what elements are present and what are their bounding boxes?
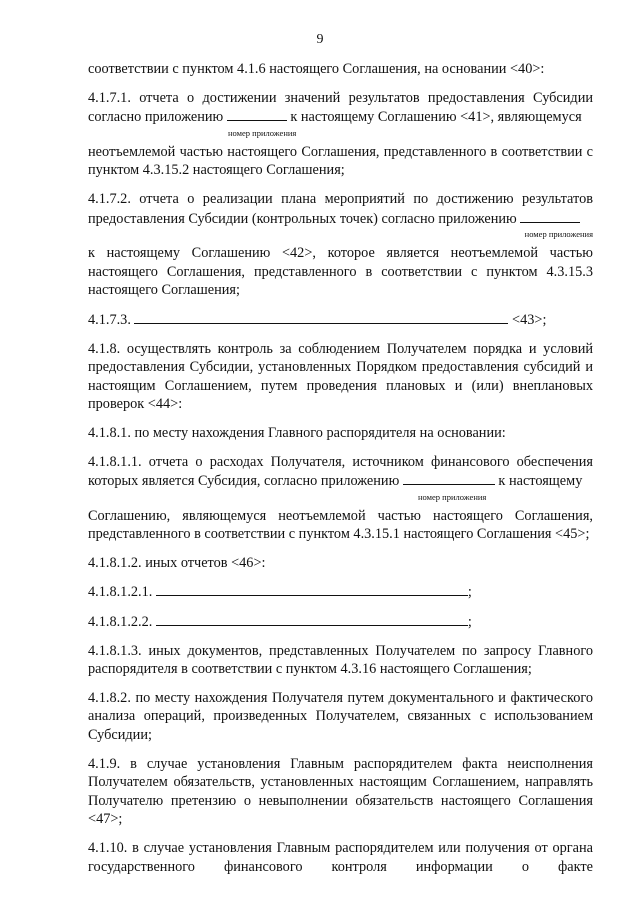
blank-field[interactable] — [227, 107, 287, 121]
field-caption: номер приложения — [418, 491, 487, 502]
paragraph-text: к настоящему — [498, 473, 583, 490]
paragraph-text: Соглашению, являющемуся неотъемлемой частью настоящего Соглашения, представленного в соответствии с пунктом 4.3.15.1 настоящего Соглашения <45>; — [88, 507, 593, 543]
paragraph-text: 4.1.8.2. по месту нахождения Получателя путем документального и фактического анализа операций, произведенных Получателем, связанных с использованием Субсидии; — [88, 689, 593, 744]
paragraph-4-1-8 — [88, 340, 593, 414]
document-body — [88, 60, 593, 886]
blank-field[interactable] — [403, 471, 495, 485]
field-caption: номер приложения — [524, 229, 593, 240]
paragraph-text: 4.1.8.1. по месту нахождения Главного распорядителя на основании: — [88, 424, 506, 441]
paragraph-text: 4.1.10. в случае установления Главным распорядителем или получения от органа государственного финансового контроля информации о факте — [88, 840, 593, 875]
paragraph-text: 4.1.7.1. отчета о достижении значений результатов предоставления Субсидии согласно приложению — [88, 89, 593, 126]
paragraph-4-1-9 — [88, 755, 593, 829]
paragraph-text: 4.1.8. осуществлять контроль за соблюдением Получателем порядка и условий предоставления Субсидии, установленных Порядком предоставления субсидий и настоящим Соглашением, путем проведения плановых и (или) внеплановых проверок <44>: — [88, 340, 593, 413]
paragraph-text: 4.1.8.1.3. иных документов, представленных Получателем по запросу Главного распорядителя в соответствии с пунктом 4.3.16 настоящего Соглашения; — [88, 642, 593, 678]
paragraph-4-1-8-1-2 — [88, 554, 593, 573]
paragraph-text: 4.1.9. в случае установления Главным распорядителем факта неисполнения Получателем обязательств, установленных настоящим Соглашением, направлять Получателю претензию о невыполнении обязательств настоящего Соглашения <47>; — [88, 755, 593, 828]
paragraph-4-1-7-2-cont — [88, 244, 593, 300]
blank-field[interactable] — [156, 582, 468, 596]
paragraph-4-1-8-1-1 — [88, 453, 593, 491]
blank-field[interactable] — [134, 310, 508, 324]
paragraph-text: ; — [467, 584, 472, 601]
paragraph-text: 4.1.7.2. отчета о реализации плана мероприятий по достижению результатов предоставления Субсидии (контрольных точек) согласно приложению — [88, 190, 593, 227]
paragraph-text: неотъемлемой частью настоящего Соглашения, представленного в соответствии с пунктом 4.3.15.2 настоящего Соглашения; — [88, 143, 593, 179]
paragraph-label: 4.1.7.3. — [88, 311, 131, 328]
paragraph-label: 4.1.8.1.2.1. — [88, 584, 153, 601]
paragraph-4-1-7-1-cont — [88, 143, 593, 180]
paragraph-4-1-8-2 — [88, 689, 593, 745]
paragraph-4-1-7-3 — [88, 310, 593, 330]
paragraph-4-1-8-1-1-cont — [88, 507, 593, 544]
paragraph-text: к настоящему Соглашению <42>, которое является неотъемлемой частью настоящего Соглашения, представленного в соответствии с пунктом 4.3.15.3 настоящего Соглашения; — [88, 245, 593, 299]
paragraph-4-1-8-1-3 — [88, 642, 593, 679]
paragraph-text: <43>; — [512, 311, 547, 328]
blank-field[interactable] — [520, 209, 580, 223]
paragraph-4-1-10 — [88, 839, 593, 876]
paragraph-label: 4.1.8.1.2.2. — [88, 614, 153, 631]
paragraph-text: к настоящему Соглашению <41>, являющемуся — [290, 109, 582, 126]
paragraph-4-1-8-1-2-2 — [88, 612, 593, 632]
paragraph-4-1-7-2 — [88, 190, 593, 228]
blank-field[interactable] — [156, 612, 468, 626]
paragraph-text: 4.1.8.1.2. иных отчетов <46>: — [88, 554, 266, 571]
paragraph-text: ; — [467, 614, 472, 631]
paragraph-continuation — [88, 60, 593, 79]
paragraph-text: 4.1.8.1.1. отчета о расходах Получателя, источником финансового обеспечения которых является Субсидия, согласно приложению — [88, 453, 593, 490]
page-number: 9 — [316, 32, 324, 47]
paragraph-4-1-8-1 — [88, 424, 593, 443]
paragraph-text: соответствии с пунктом 4.1.6 настоящего Соглашения, на основании <40>: — [88, 61, 545, 77]
paragraph-4-1-8-1-2-1 — [88, 582, 593, 602]
paragraph-4-1-7-1 — [88, 89, 593, 127]
field-caption: номер приложения — [228, 127, 297, 138]
